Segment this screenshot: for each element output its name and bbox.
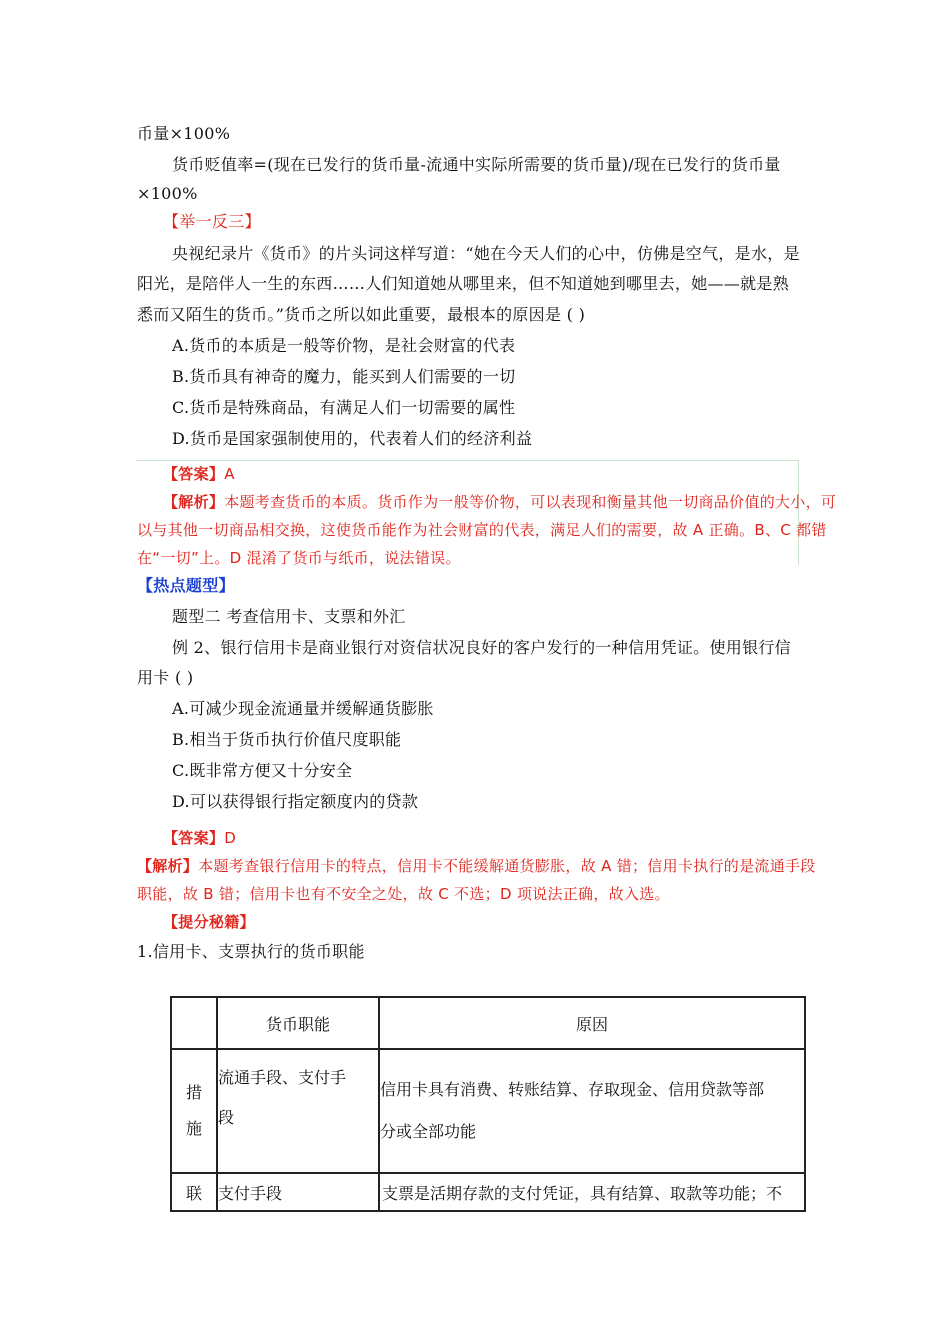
example-analysis-line-2: 职能，故 B 错；信用卡也有不安全之处，故 C 不选；D 项说法正确，故入选。 <box>137 885 670 903</box>
reason-cell <box>379 1173 805 1211</box>
example-option-b: B.相当于货币执行价值尺度职能 <box>172 730 402 749</box>
practice-analysis-line-1 <box>163 492 836 512</box>
side-char: 联 <box>185 1183 202 1203</box>
header-reason-label: 原因 <box>575 1014 608 1034</box>
depreciation-formula: 货币贬值率=(现在已发行的货币量-流通中实际所需要的货币量)/现在已发行的货币量 <box>172 155 781 174</box>
hot-topic-heading: 【热点题型】 <box>137 576 235 595</box>
analysis-text: 本题考查银行信用卡的特点，信用卡不能缓解通货膨胀，故 A 错；信用卡执行的是流通手段 <box>198 857 816 875</box>
example-analysis-line-1 <box>137 856 816 876</box>
header-function-label: 货币职能 <box>265 1014 330 1034</box>
answer-value: A <box>224 465 235 483</box>
table-row <box>171 1173 805 1211</box>
header-cell-empty <box>171 997 217 1049</box>
reason-text: 信用卡具有消费、转账结算、存取现金、信用贷款等部 <box>380 1080 765 1099</box>
table-row <box>171 1049 805 1173</box>
example-option-d: D.可以获得银行指定额度内的贷款 <box>172 792 419 811</box>
answer-label: 【答案】 <box>163 829 225 847</box>
practice-analysis-line-3: 在“一切”上。D 混淆了货币与纸币，说法错误。 <box>137 549 461 567</box>
practice-stem-line-2: 阳光，是陪伴人一生的东西……人们知道她从哪里来，但不知道她到哪里去，她——就是熟 <box>137 274 790 293</box>
table-header-row <box>171 997 805 1049</box>
function-cell <box>217 1173 379 1211</box>
formula-tail: ×100% <box>137 184 198 203</box>
example-answer <box>163 828 236 848</box>
function-cell <box>217 1049 379 1173</box>
header-cell-function <box>217 997 379 1049</box>
practice-option-a: A.货币的本质是一般等价物，是社会财富的代表 <box>172 336 516 355</box>
reason-cell <box>379 1049 805 1173</box>
tips-heading: 【提分秘籍】 <box>163 913 255 931</box>
side-cell <box>171 1173 217 1211</box>
example-line-2: 用卡 ( ) <box>137 668 194 687</box>
practice-option-b: B.货币具有神奇的魔力，能买到人们需要的一切 <box>172 367 516 386</box>
answer-label: 【答案】 <box>163 465 225 483</box>
side-cell <box>171 1049 217 1173</box>
practice-option-c: C.货币是特殊商品，有满足人们一切需要的属性 <box>172 398 516 417</box>
practice-heading: 【举一反三】 <box>163 212 261 231</box>
header-cell-reason <box>379 997 805 1049</box>
example-option-c: C.既非常方便又十分安全 <box>172 761 353 780</box>
practice-answer <box>163 464 235 484</box>
analysis-label: 【解析】 <box>137 857 199 875</box>
side-char: 施 <box>185 1119 202 1138</box>
function-text: 流通手段、支付手 <box>218 1068 347 1087</box>
function-text: 支付手段 <box>218 1183 283 1203</box>
practice-option-d: D.货币是国家强制使用的，代表着人们的经济利益 <box>172 429 533 448</box>
reason-text: 支票是活期存款的支付凭证，具有结算、取款等功能；不 <box>382 1183 783 1203</box>
function-table <box>170 996 806 1212</box>
practice-analysis-line-2: 以与其他一切商品相交换，这使货币能作为社会财富的代表，满足人们的需要，故 A 正确。B、C 都错 <box>137 521 827 539</box>
answer-value: D <box>224 829 237 847</box>
side-char: 措 <box>185 1083 202 1102</box>
practice-stem-line-3: 悉而又陌生的货币。”货币之所以如此重要，最根本的原因是 ( ) <box>137 305 586 324</box>
example-option-a: A.可减少现金流通量并缓解通货膨胀 <box>172 699 434 718</box>
example-line-1: 例 2、银行信用卡是商业银行对资信状况良好的客户发行的一种信用凭证。使用银行信 <box>172 638 791 657</box>
analysis-text: 本题考查货币的本质。货币作为一般等价物，可以表现和衡量其他一切商品价值的大小，可 <box>224 493 837 511</box>
reason-text: 分或全部功能 <box>380 1122 477 1141</box>
formula-continuation: 币量×100% <box>137 124 231 143</box>
practice-stem-line-1: 央视纪录片《货币》的片头词这样写道：“她在今天人们的心中，仿佛是空气，是水，是 <box>172 244 800 263</box>
analysis-label: 【解析】 <box>163 493 225 511</box>
question-type-line: 题型二 考查信用卡、支票和外汇 <box>172 607 406 626</box>
tips-item-1: 1.信用卡、支票执行的货币职能 <box>137 942 365 961</box>
function-text: 段 <box>218 1108 235 1127</box>
